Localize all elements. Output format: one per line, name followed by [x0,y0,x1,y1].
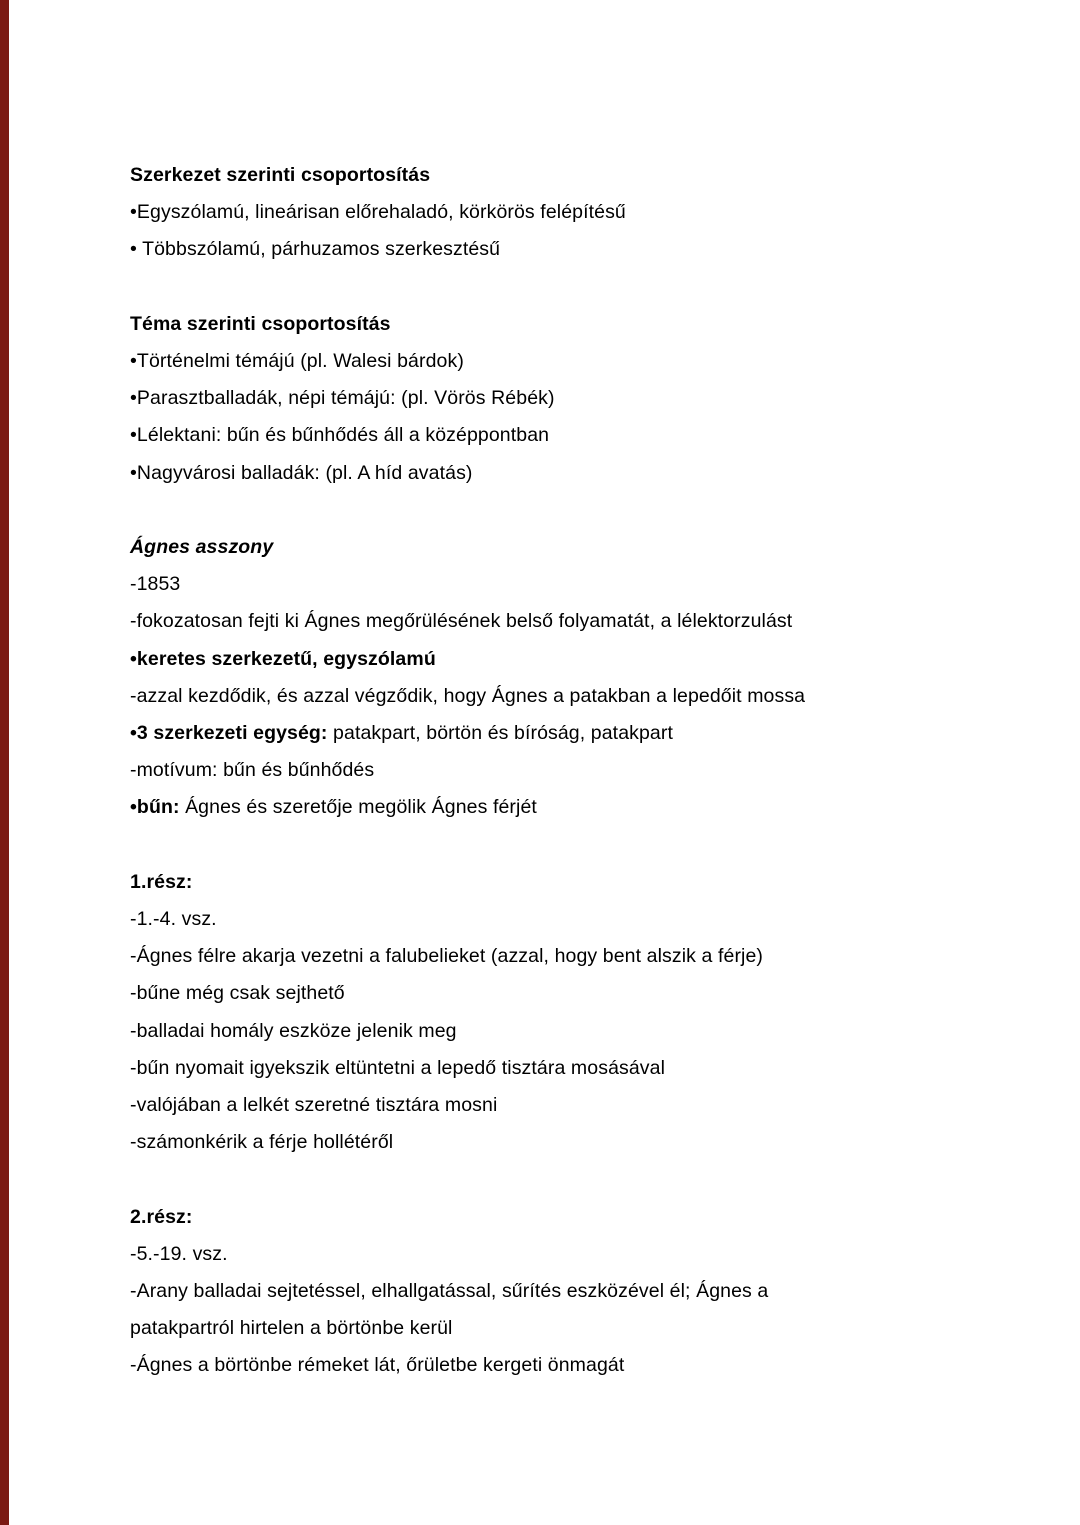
line-text: •Nagyvárosi balladák: (pl. A híd avatás) [130,461,473,484]
line-text: -Ágnes a börtönbe rémeket lát, őrületbe kergeti önmagát [130,1354,625,1377]
doc-line [130,1273,952,1310]
doc-line [130,603,952,640]
doc-line [130,789,952,826]
doc-line [130,1124,952,1161]
line-text: patakpart, börtön és bíróság, patakpart [327,722,673,745]
line-text: -1853 [130,573,181,596]
heading-text: Szerkezet szerinti csoportosítás [130,164,431,186]
blank-line [130,269,952,306]
doc-line [130,975,952,1012]
blank-line [130,1161,952,1198]
section-heading [130,157,952,194]
blank-line [130,827,952,864]
doc-line [130,417,952,454]
line-label: •bűn: [130,796,180,819]
line-text: •Egyszólamú, lineárisan előrehaladó, körkörös felépítésű [130,201,626,224]
doc-line [130,380,952,417]
line-text: -Ágnes félre akarja vezetni a falubelieket (azzal, hogy bent alszik a férje) [130,945,764,968]
line-text: -bűn nyomait igyekszik eltüntetni a lepedő tisztára mosásával [130,1056,666,1079]
line-text: •keretes szerkezetű, egyszólamú [130,647,436,670]
line-text: -balladai homály eszköze jelenik meg [130,1019,457,1042]
doc-line [130,752,952,789]
line-text: patakpartról hirtelen a börtönbe kerül [130,1317,453,1340]
doc-line [130,901,952,938]
doc-line [130,678,952,715]
line-text: -1.-4. vsz. [130,908,217,931]
line-text: •Parasztballadák, népi témájú: (pl. Vörös Rébék) [130,387,555,410]
line-text: -motívum: bűn és bűnhődés [130,759,375,782]
doc-line [130,231,952,268]
doc-line [130,1310,952,1347]
poem-title-heading [130,529,952,566]
line-text: -Arany balladai sejtetéssel, elhallgatással, sűrítés eszközével él; Ágnes a [130,1280,769,1303]
heading-text: 1.rész: [130,870,193,893]
heading-text: Ágnes asszony [130,536,274,558]
heading-text: 2.rész: [130,1205,193,1228]
doc-line [130,1347,952,1384]
line-text: •Történelmi témájú (pl. Walesi bárdok) [130,350,464,372]
doc-line [130,343,952,380]
line-text: -5.-19. vsz. [130,1242,228,1265]
doc-line [130,1050,952,1087]
doc-line [130,1236,952,1273]
doc-line [130,1087,952,1124]
section-heading [130,1199,952,1236]
blank-line [130,492,952,529]
line-text: -fokozatosan fejti ki Ágnes megőrülésének belső folyamatát, a lélektorzulást [130,610,793,633]
doc-line [130,715,952,752]
section-heading [130,306,952,343]
section-heading [130,864,952,901]
line-text: -számonkérik a férje hollétéről [130,1131,394,1154]
line-text: -valójában a lelkét szeretné tisztára mosni [130,1094,498,1117]
doc-line [130,938,952,975]
line-text: Ágnes és szeretője megölik Ágnes férjét [179,796,537,819]
doc-line [130,566,952,603]
heading-text: Téma szerinti csoportosítás [130,312,391,335]
doc-line [130,1013,952,1050]
doc-line [130,455,952,492]
line-text: -bűne még csak sejthető [130,982,345,1005]
doc-line [130,194,952,231]
line-label: •3 szerkezeti egység: [130,722,328,745]
line-text: • Többszólamú, párhuzamos szerkesztésű [130,238,501,261]
doc-line [130,641,952,678]
line-text: -azzal kezdődik, és azzal végződik, hogy Ágnes a patakban a lepedőit mossa [130,684,806,707]
line-text: •Lélektani: bűn és bűnhődés áll a középpontban [130,424,550,447]
